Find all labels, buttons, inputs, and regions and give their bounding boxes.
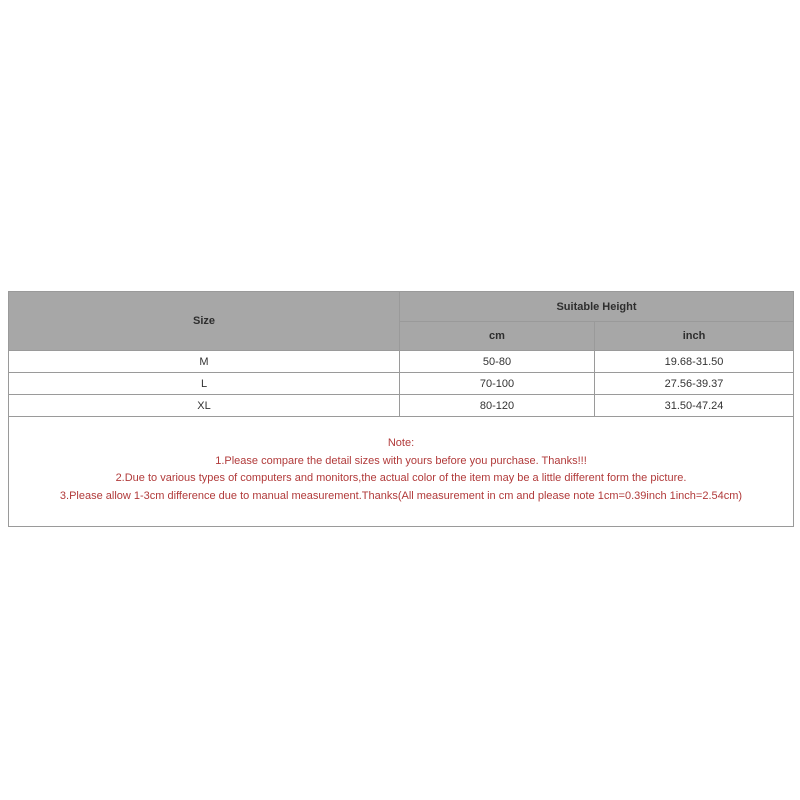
suitable-height-header: Suitable Height — [400, 292, 794, 322]
cm-cell: 70-100 — [400, 373, 595, 395]
table-row — [9, 395, 794, 417]
note-line-3: 3.Please allow 1-3cm difference due to manual measurement.Thanks(All measurement in cm and please note 1cm=0.39inch 1inch=2.54cm) — [59, 489, 743, 502]
inch-cell: 31.50-47.24 — [595, 395, 794, 417]
header-row-1 — [9, 292, 794, 322]
size-cell: M — [9, 351, 400, 373]
size-cell: L — [9, 373, 400, 395]
size-chart-table — [8, 291, 794, 527]
notes-row — [9, 417, 794, 527]
inch-cell: 27.56-39.37 — [595, 373, 794, 395]
cm-column-header: cm — [400, 322, 595, 351]
note-line-2: 2.Due to various types of computers and monitors,the actual color of the item may be a little different form the picture. — [115, 472, 687, 485]
notes-cell — [9, 417, 794, 527]
cm-cell: 50-80 — [400, 351, 595, 373]
size-column-header: Size — [9, 292, 400, 351]
size-cell: XL — [9, 395, 400, 417]
inch-cell: 19.68-31.50 — [595, 351, 794, 373]
cm-cell: 80-120 — [400, 395, 595, 417]
note-title: Note: — [387, 437, 415, 449]
note-line-1: 1.Please compare the detail sizes with yours before you purchase. Thanks!!! — [215, 454, 587, 467]
table-row — [9, 351, 794, 373]
inch-column-header: inch — [595, 322, 794, 351]
table-row — [9, 373, 794, 395]
